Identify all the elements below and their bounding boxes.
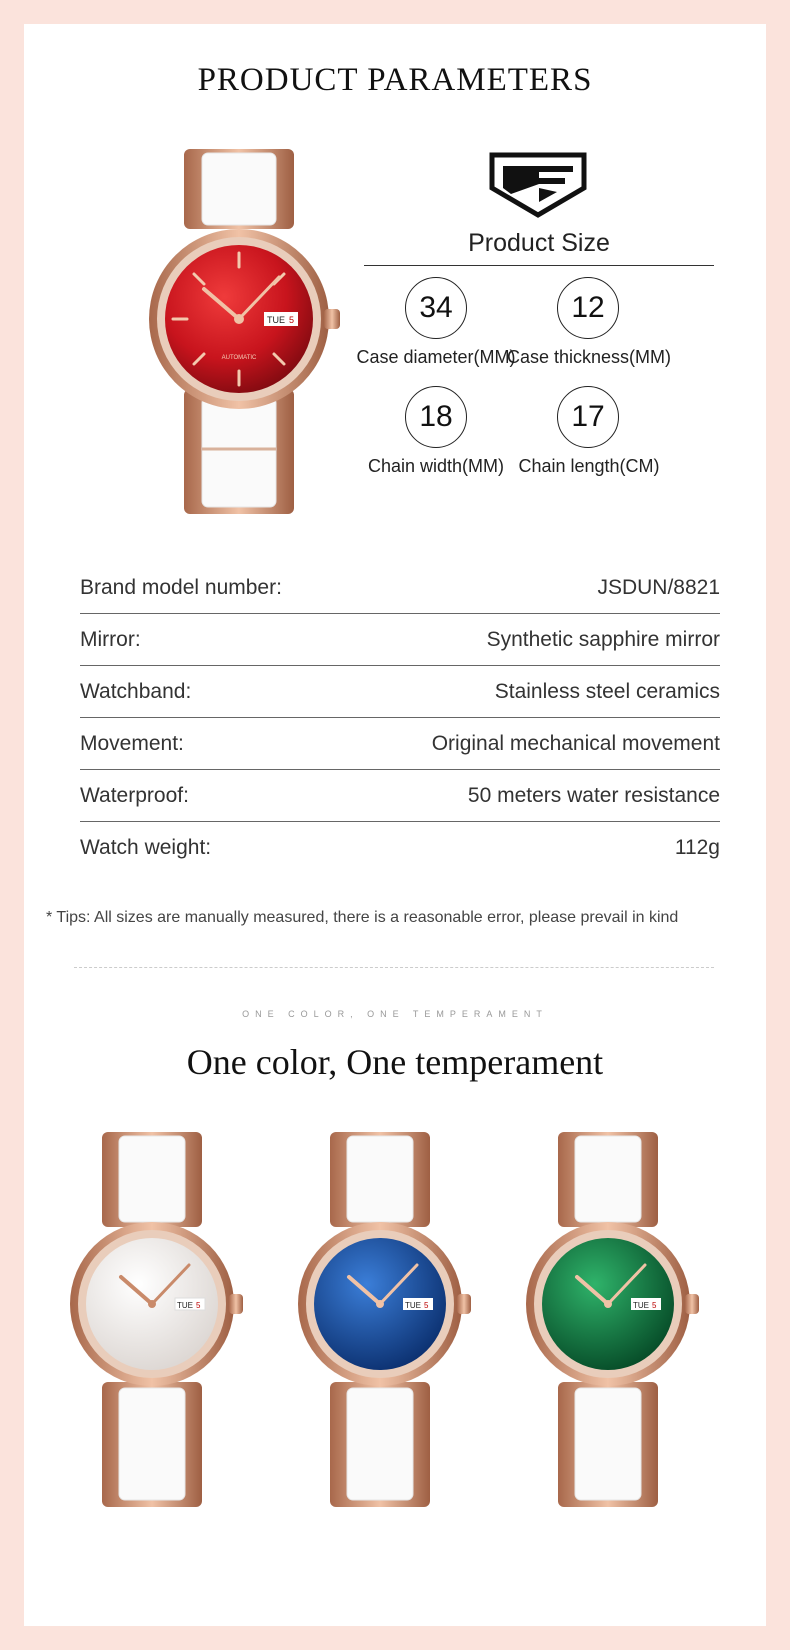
color-subheading: ONE COLOR, ONE TEMPERAMENT <box>242 1009 548 1019</box>
product-card <box>24 24 766 1626</box>
watch-day-text: TUE <box>267 315 285 325</box>
spec-label: Mirror: <box>80 627 141 651</box>
red-dial-watch-image <box>124 149 364 549</box>
case-thickness-value: 12 <box>557 277 619 339</box>
case-diameter-label: Case diameter(MM) <box>356 347 516 367</box>
product-size-title: Product Size <box>468 229 610 257</box>
tips-note: * Tips: All sizes are manually measured, there is a reasonable error, please prevail in kind <box>46 909 679 926</box>
product-size-divider <box>364 265 714 266</box>
spec-row-waterproof <box>80 770 720 822</box>
spec-row-weight <box>80 822 720 874</box>
chain-width-label: Chain width(MM) <box>367 456 505 476</box>
spec-value: 50 meters water resistance <box>467 783 720 807</box>
watch-automatic-text: AUTOMATIC <box>221 355 257 361</box>
watch-day-text: TUE <box>405 1301 421 1310</box>
spec-value: Synthetic sapphire mirror <box>486 627 720 651</box>
spec-row-watchband <box>80 666 720 718</box>
brand-logo-icon <box>489 152 587 218</box>
spec-row-movement <box>80 718 720 770</box>
spec-label: Brand model number: <box>80 575 282 599</box>
case-diameter-value: 34 <box>405 277 467 339</box>
green-dial-watch-image <box>513 1132 703 1512</box>
spec-row-mirror <box>80 614 720 666</box>
spec-label: Movement: <box>80 731 184 755</box>
spec-value: 112g <box>674 836 720 859</box>
watch-date-text: 5 <box>196 1301 201 1310</box>
chain-width-value: 18 <box>405 386 467 448</box>
spec-label: Watchband: <box>80 679 192 703</box>
watch-date-text: 5 <box>652 1301 657 1310</box>
watch-day-text: TUE <box>633 1301 649 1310</box>
chain-length-label: Chain length(CM) <box>518 456 660 476</box>
watch-date-text: 5 <box>289 315 295 325</box>
watch-date-text: 5 <box>424 1301 429 1310</box>
color-section-title: One color, One temperament <box>186 1042 604 1082</box>
spec-label: Waterproof: <box>80 783 189 807</box>
spec-value: Original mechanical movement <box>431 731 720 755</box>
chain-length-value: 17 <box>557 386 619 448</box>
white-dial-watch-image <box>57 1132 247 1512</box>
spec-value: Stainless steel ceramics <box>494 679 720 703</box>
spec-label: Watch weight: <box>80 836 212 859</box>
spec-value: JSDUN/8821 <box>597 575 720 599</box>
spec-row-model <box>80 562 720 614</box>
page-title: PRODUCT PARAMETERS <box>197 62 593 98</box>
blue-dial-watch-image <box>285 1132 475 1512</box>
case-thickness-label: Case thickness(MM) <box>506 347 672 367</box>
section-divider <box>74 967 714 968</box>
watch-day-text: TUE <box>177 1301 193 1310</box>
